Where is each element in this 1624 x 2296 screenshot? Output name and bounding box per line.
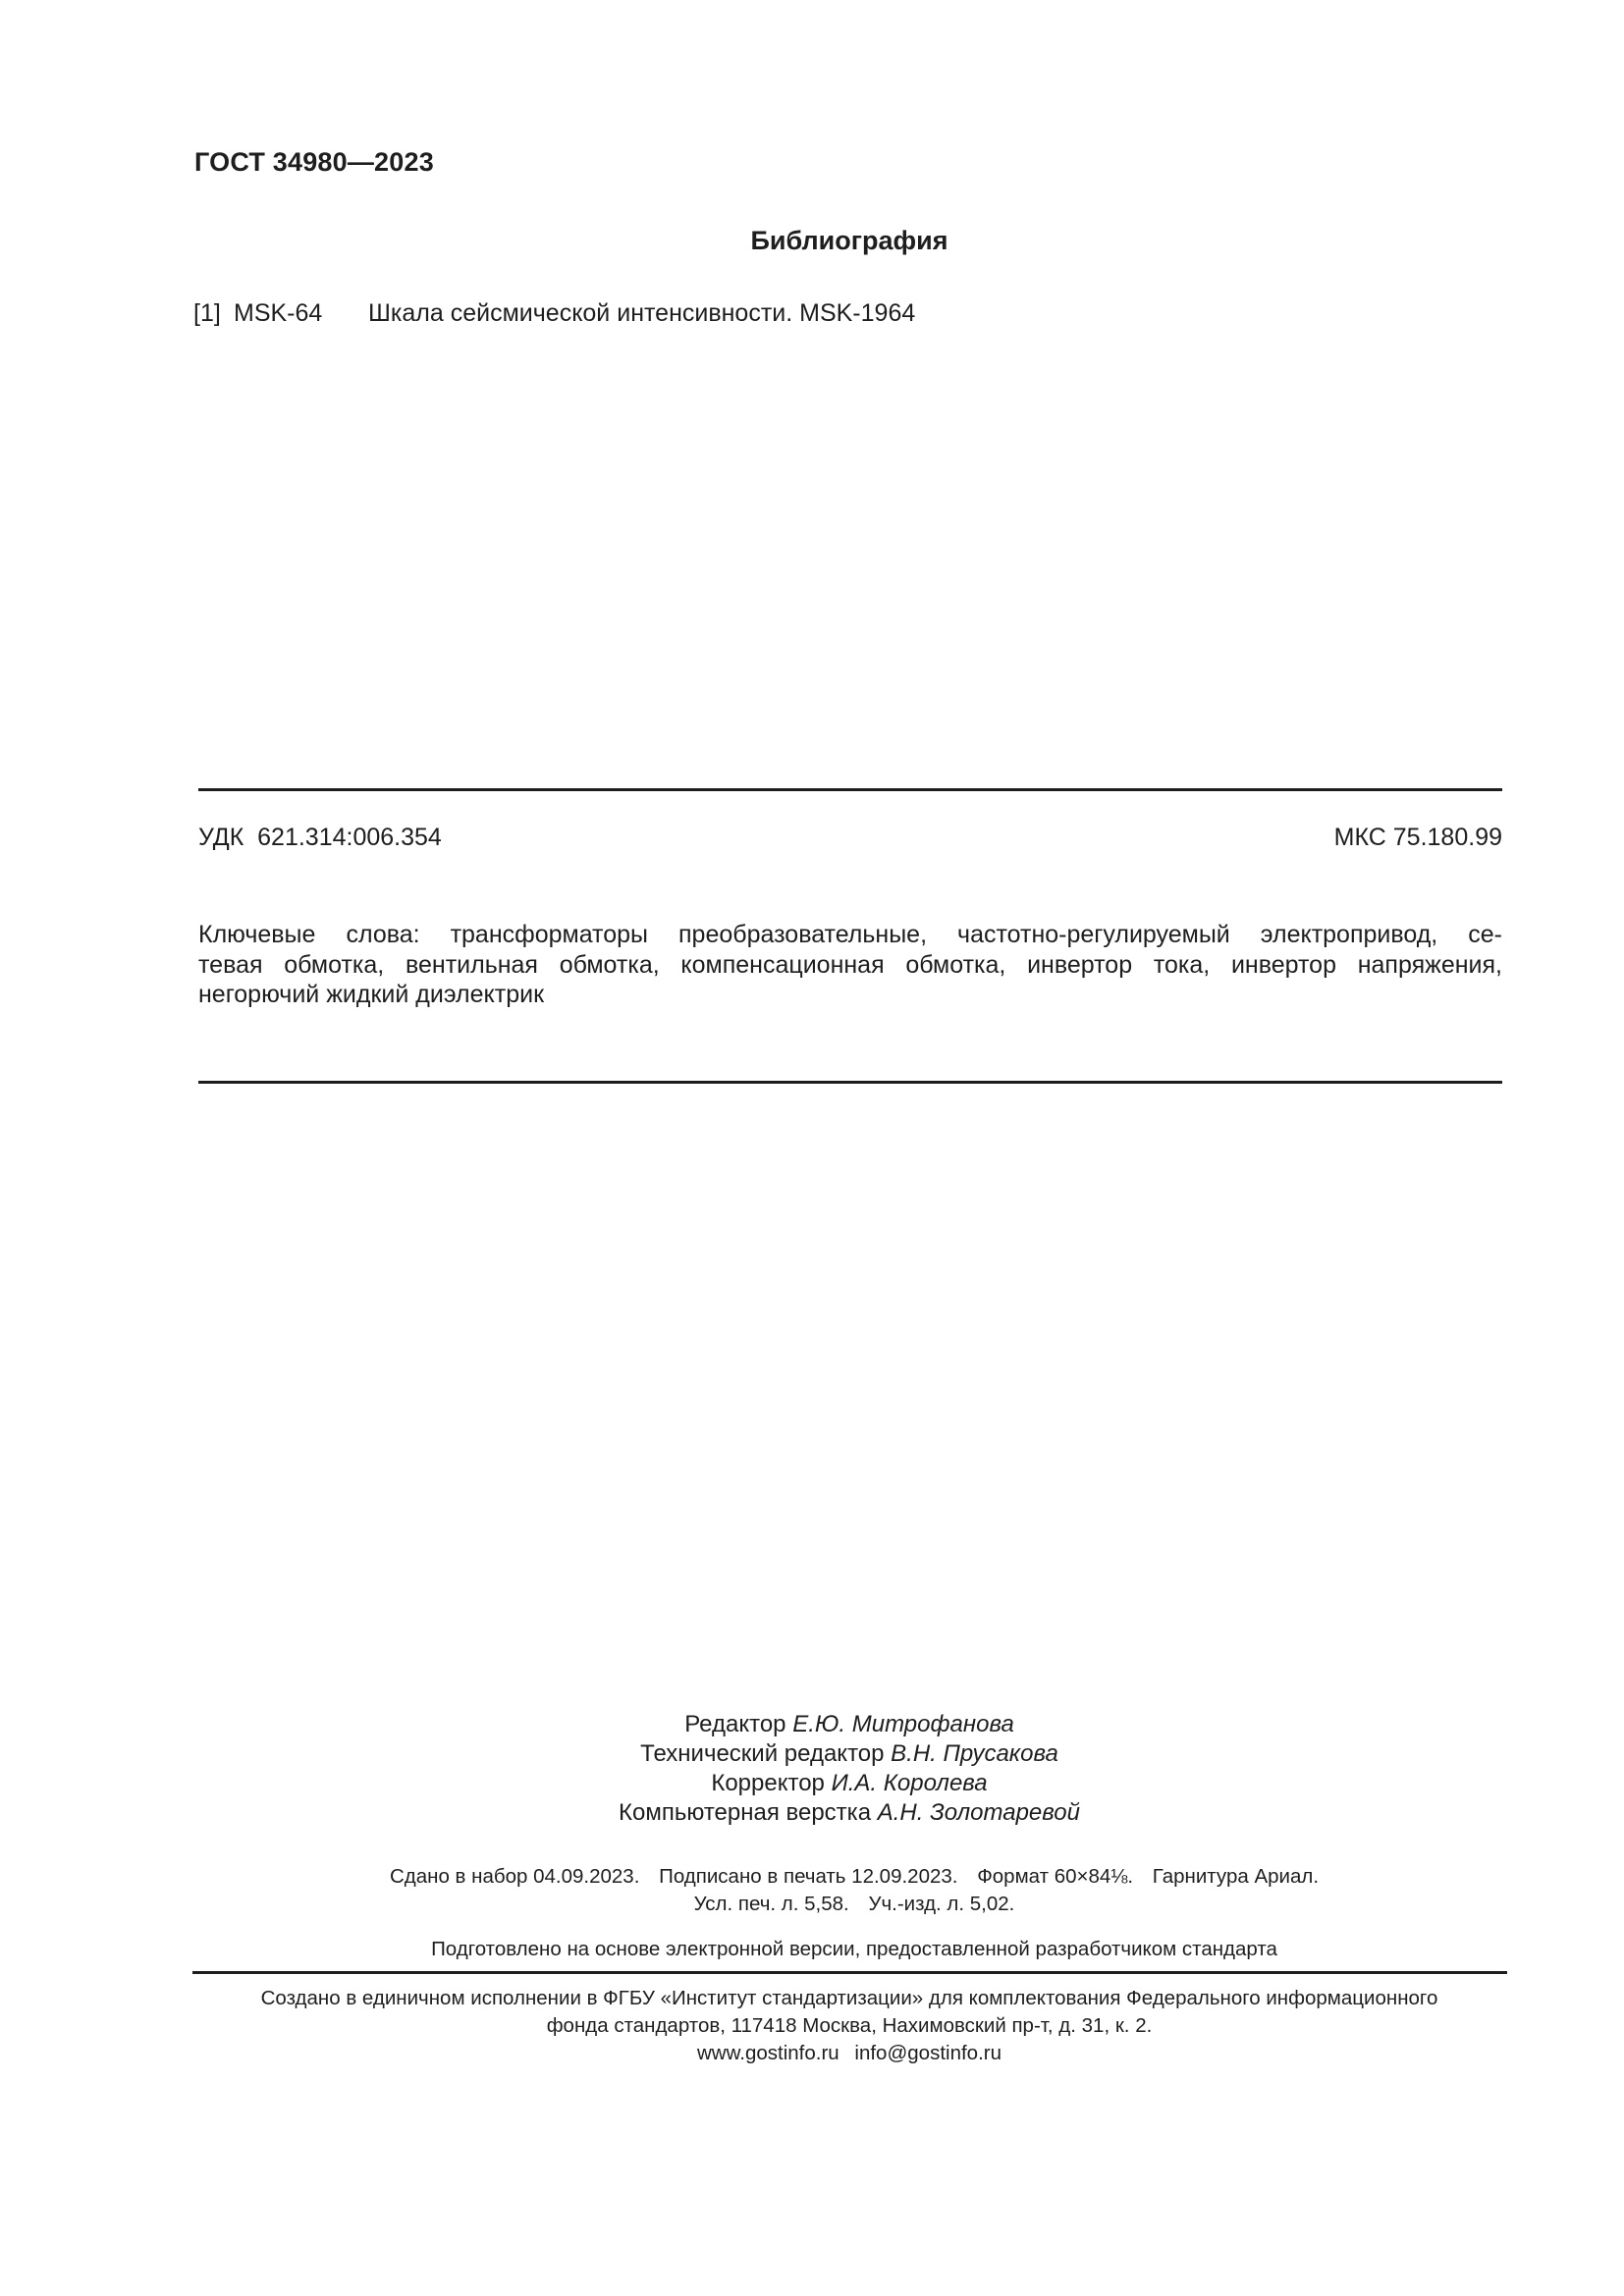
publisher-website-link[interactable]: www.gostinfo.ru: [697, 2042, 839, 2064]
publisher-line-2: фонда стандартов, 117418 Москва, Нахимовский пр-т, д. 31, к. 2.: [546, 2014, 1153, 2037]
credit-role: Технический редактор: [640, 1740, 885, 1767]
credit-role: Корректор: [711, 1770, 825, 1796]
divider-middle: [198, 1081, 1502, 1084]
credit-proofreader: [0, 1769, 1624, 1798]
credits-block: [0, 1710, 1624, 1828]
keywords-line: Ключевые слова: трансформаторы преобразовательные, частотно-регулируемый электропривод, се-: [198, 921, 1502, 948]
mks-code: МКС 75.180.99: [1333, 824, 1502, 851]
imprint-format: Формат 60×84⅛.: [977, 1865, 1134, 1888]
imprint-signed: Подписано в печать 12.09.2023.: [659, 1865, 958, 1888]
publisher-block: [0, 1985, 1624, 2067]
credit-role: Редактор: [684, 1711, 786, 1737]
publisher-contacts: [0, 2040, 1624, 2067]
publisher-email-link[interactable]: info@gostinfo.ru: [854, 2042, 1001, 2064]
imprint-line-2: [0, 1891, 1624, 1918]
imprint-block: [0, 1863, 1624, 1918]
credit-name: А.Н. Золотаревой: [877, 1799, 1080, 1826]
divider-top: [198, 788, 1502, 791]
prepared-note: Подготовлено на основе электронной версии, предоставленной разработчиком стандарта: [431, 1938, 1277, 1960]
divider-bottom: [192, 1971, 1507, 1974]
keywords-line: тевая обмотка, вентильная обмотка, компенсационная обмотка, инвертор тока, инвертор напряжения,: [198, 950, 1502, 979]
credit-role: Компьютерная верстка: [619, 1799, 872, 1826]
imprint-print-sheets: Усл. печ. л. 5,58.: [693, 1893, 849, 1915]
imprint-line-1: [0, 1863, 1624, 1891]
bibliography-title: Библиография: [750, 226, 948, 255]
bibliography-entry-description: Шкала сейсмической интенсивности. MSK-1964: [368, 299, 916, 327]
credit-technical-editor: [0, 1739, 1624, 1769]
credit-name: В.Н. Прусакова: [891, 1740, 1058, 1767]
publisher-line-1: Создано в единичном исполнении в ФГБУ «Институт стандартизации» для комплектования Федерального информационного: [260, 1987, 1438, 2009]
bibliography-entry-code: MSK-64: [234, 299, 323, 327]
classification-row: [198, 824, 1502, 852]
udk-code: УДК 621.314:006.354: [198, 824, 442, 851]
keywords-paragraph: [198, 920, 1502, 1010]
keywords-line: негорючий жидкий диэлектрик: [198, 981, 545, 1008]
credit-name: И.А. Королева: [831, 1770, 988, 1796]
bibliography-entry-number: [1]: [193, 299, 221, 327]
document-id-header: ГОСТ 34980—2023: [194, 147, 434, 177]
imprint-submitted: Сдано в набор 04.09.2023.: [389, 1865, 640, 1888]
credit-name: Е.Ю. Митрофанова: [792, 1711, 1014, 1737]
imprint-publisher-sheets: Уч.-изд. л. 5,02.: [868, 1893, 1015, 1915]
credit-layout: [0, 1798, 1624, 1828]
credit-editor: [0, 1710, 1624, 1739]
imprint-typeface: Гарнитура Ариал.: [1152, 1865, 1320, 1888]
